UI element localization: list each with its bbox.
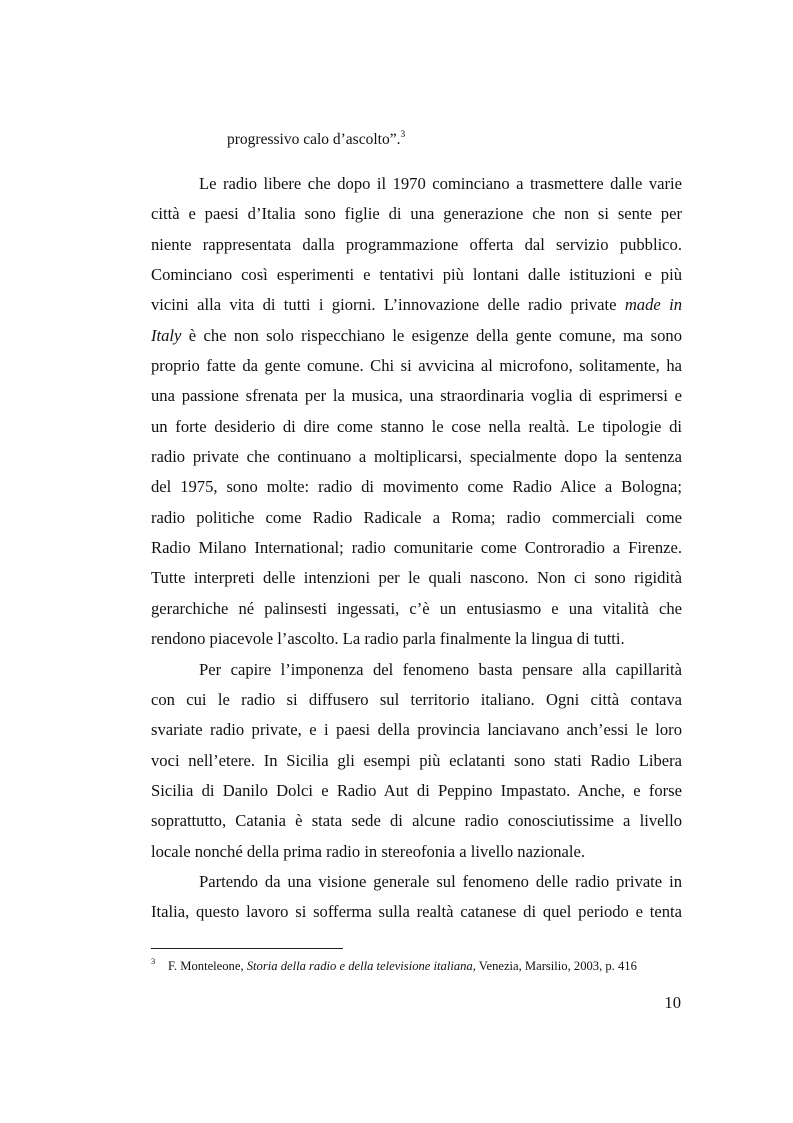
italic-phrase: Italy: [151, 325, 182, 345]
text-line: Partendo da una visione generale sul fenomeno delle radio private in: [199, 871, 682, 891]
footnote-divider: [151, 948, 343, 949]
text-line: con cui le radio si diffusero sul territorio italiano. Ogni città contava: [151, 689, 682, 709]
footnote-title: Storia della radio e della televisione italiana,: [246, 959, 476, 973]
text-line: città e paesi d’Italia sono figlie di una generazione che non si sente per: [151, 204, 682, 224]
text-line: radio private che continuano a moltiplicarsi, specialmente dopo la sentenza: [151, 447, 682, 467]
text-line: un forte desiderio di dire come stanno le cose nella realtà. Le tipologie di: [151, 416, 682, 436]
text-line: Sicilia di Danilo Dolci e Radio Aut di Peppino Impastato. Anche, e forse: [151, 780, 682, 800]
italic-phrase: made in: [624, 295, 682, 315]
text-line: radio politiche come Radio Radicale a Roma; radio commerciali come: [151, 507, 682, 527]
quote-tail-text: progressivo calo d’ascolto”.: [227, 131, 401, 148]
text-line: locale nonché della prima radio in stereofonia a livello nazionale.: [151, 841, 586, 861]
text-line: svariate radio private, e i paesi della provincia lanciavano anch’essi le loro: [151, 720, 682, 740]
text-line: Italia, questo lavoro si sofferma sulla realtà catanese di quel periodo e tenta: [151, 902, 682, 922]
text-run: è che non solo rispecchiano le esigenze della gente comune, ma sono: [181, 325, 682, 345]
text-line: Le radio libere che dopo il 1970 cominciano a trasmettere dalle varie: [199, 174, 682, 193]
text-line-mixed: [151, 290, 682, 320]
text-line-mixed: [151, 321, 682, 351]
footnote: 3 F. Monteleone, Storia della radio e della televisione italiana, Venezia, Marsilio, 2003, p. 416: [151, 956, 637, 973]
quote-continuation: [227, 129, 405, 151]
text-line: niente rappresentata dalla programmazione offerta dal servizio pubblico.: [151, 234, 682, 254]
text-line: Per capire l’imponenza del fenomeno basta pensare alla capillarità: [199, 659, 682, 679]
text-line: voci nell’etere. In Sicilia gli esempi più eclatanti sono stati Radio Libera: [151, 750, 682, 770]
text-line: rendono piacevole l’ascolto. La radio parla finalmente la lingua di tutti.: [151, 629, 625, 649]
text-line: proprio fatte da gente comune. Chi si avvicina al microfono, solitamente, ha: [151, 356, 682, 376]
text-line: Radio Milano International; radio comunitarie come Controradio a Firenze.: [151, 538, 682, 558]
page-number: 10: [664, 993, 681, 1012]
text-line: Cominciano così esperimenti e tentativi più lontani dalle istituzioni e più: [151, 265, 682, 285]
text-line: soprattutto, Catania è stata sede di alcune radio conosciutissime a livello: [151, 811, 682, 831]
paragraph-radio-libere: [151, 169, 682, 655]
body-text: [151, 169, 682, 928]
paragraph-capillarita: [151, 655, 682, 867]
text-line: del 1975, sono molte: radio di movimento come Radio Alice a Bologna;: [151, 477, 682, 497]
footnote-publication: Venezia, Marsilio, 2003, p. 416: [475, 959, 637, 973]
text-line: una passione sfrenata per la musica, una straordinaria voglia di esprimersi e: [151, 386, 682, 406]
text-line: Tutte interpreti delle intenzioni per le quali nascono. Non ci sono rigidità: [151, 568, 682, 588]
paragraph-visione-generale: [151, 867, 682, 928]
text-run: vicini alla vita di tutti i giorni. L’innovazione delle radio private: [151, 295, 625, 315]
footnote-author: F. Monteleone,: [168, 959, 247, 973]
footnote-reference: 3: [400, 130, 406, 140]
text-line: gerarchiche né palinsesti ingessati, c’è un entusiasmo e una vitalità che: [151, 598, 682, 618]
